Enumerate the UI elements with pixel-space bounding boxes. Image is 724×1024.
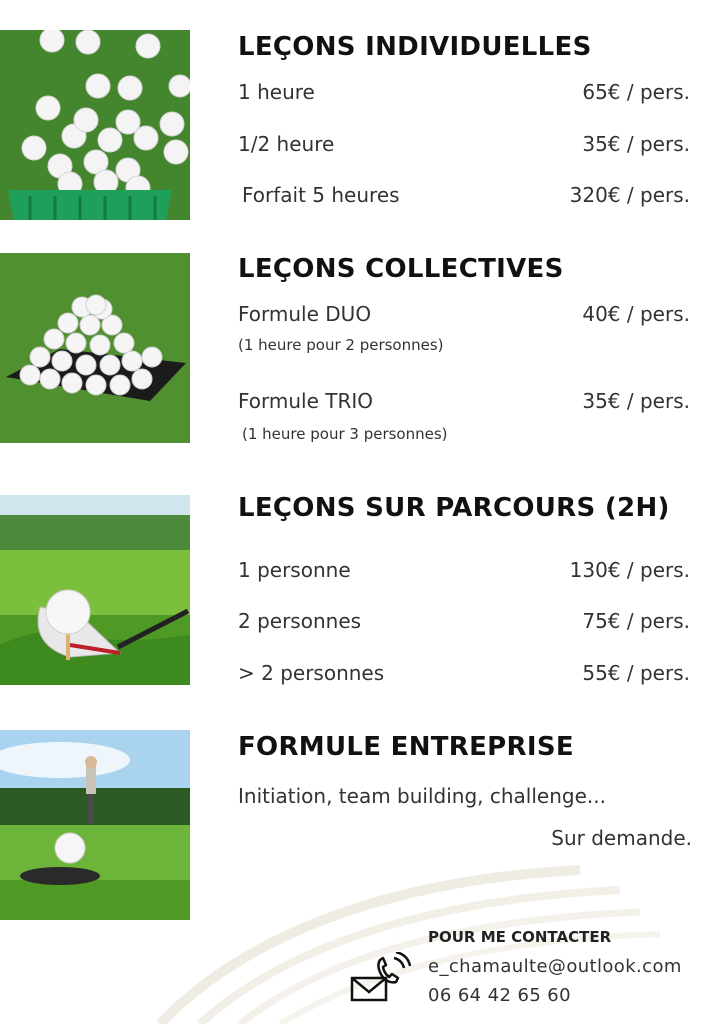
price-row <box>238 387 690 415</box>
decorative-swoosh <box>120 860 724 1024</box>
row-note: (1 heure pour 2 personnes) <box>238 336 444 354</box>
row-price: 65€ / pers. <box>582 80 690 104</box>
row-label: 2 personnes <box>238 609 362 633</box>
row-label: 1/2 heure <box>238 132 335 156</box>
golf-balls-basket-photo <box>0 30 190 220</box>
section-price: Sur demande. <box>551 826 692 850</box>
price-row <box>238 556 690 584</box>
row-label: 1 heure <box>238 80 315 104</box>
price-row <box>242 181 690 209</box>
price-row <box>238 130 690 158</box>
row-label: > 2 personnes <box>238 661 385 685</box>
section-description: Initiation, team building, challenge... <box>238 784 606 808</box>
row-price: 130€ / pers. <box>569 558 690 582</box>
section-title-collectives: LEÇONS COLLECTIVES <box>238 254 564 284</box>
row-note: (1 heure pour 3 personnes) <box>242 425 448 443</box>
row-price: 75€ / pers. <box>582 609 690 633</box>
row-label: 1 personne <box>238 558 351 582</box>
row-price: 35€ / pers. <box>582 389 690 413</box>
section-title-individuelles: LEÇONS INDIVIDUELLES <box>238 32 592 62</box>
section-title-entreprise: FORMULE ENTREPRISE <box>238 732 574 762</box>
contact-phone[interactable]: 06 64 42 65 60 <box>428 985 572 1006</box>
price-row <box>238 659 690 687</box>
price-row <box>238 607 690 635</box>
golf-balls-pyramid-photo <box>0 253 190 443</box>
row-label: Formule DUO <box>238 302 372 326</box>
contact-title: POUR ME CONTACTER <box>428 928 612 946</box>
phone-mail-icon <box>350 952 412 1004</box>
section-title-parcours: LEÇONS SUR PARCOURS (2H) <box>238 493 670 523</box>
row-price: 320€ / pers. <box>569 183 690 207</box>
price-row <box>238 300 690 328</box>
row-price: 55€ / pers. <box>582 661 690 685</box>
row-label: Formule TRIO <box>238 389 374 413</box>
golfer-putting-green-photo <box>0 730 190 920</box>
golf-club-ball-photo <box>0 495 190 685</box>
row-price: 35€ / pers. <box>582 132 690 156</box>
row-label: Forfait 5 heures <box>242 183 400 207</box>
row-price: 40€ / pers. <box>582 302 690 326</box>
contact-email[interactable]: e_chamaulte@outlook.com <box>428 956 682 977</box>
price-row <box>238 78 690 106</box>
